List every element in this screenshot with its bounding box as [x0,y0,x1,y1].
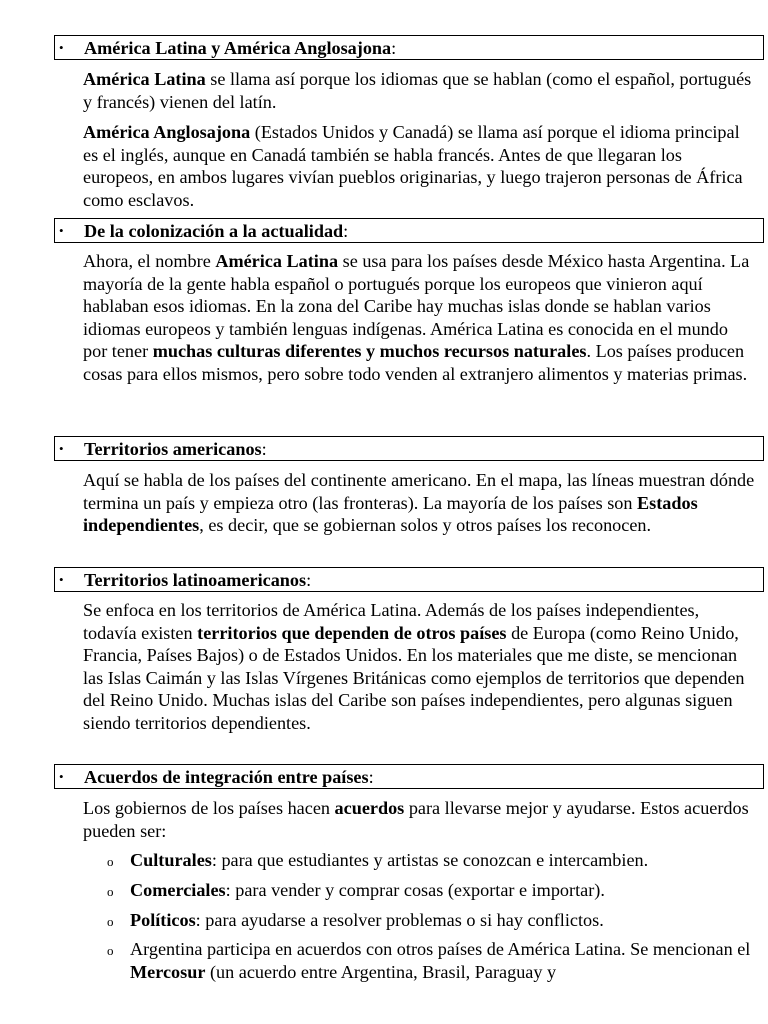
bullet-icon: • [59,223,64,238]
list-item: Culturales: para que estudiantes y artistas se conozcan e intercambien. [130,850,649,870]
sub-bullet-icon: o [107,943,114,958]
section-heading: • Acuerdos de integración entre países: [54,764,764,789]
section-heading: • Territorios latinoamericanos: [54,567,764,592]
paragraph: Se enfoca en los territorios de América Latina. Además de los países independientes, todavía existen territorios que dependen de otros países de Europa (como Reino Unido, Francia, Países Bajos) o de Estados Unidos. En los materiales que me diste, se mencionan las Islas Caimán y las Islas Vírgenes Británicas como ejemplos de territorios que dependen del Reino Unido. Muchas islas del Caribe son países independientes, pero algunas siguen siendo territorios dependientes. [83,600,745,733]
heading-text: Territorios americanos [84,439,262,459]
paragraph: América Anglosajona (Estados Unidos y Canadá) se llama así porque el idioma principal es el inglés, aunque en Canadá también se habla francés. Antes de que llegaran los europeos, en ambos lugares vivían pueblos originarias, y luego trajeron personas de África como esclavos. [83,122,743,210]
section-heading: • América Latina y América Anglosajona: [54,35,764,60]
heading-text: De la colonización a la actualidad [84,221,344,241]
paragraph: Los gobiernos de los países hacen acuerdos para llevarse mejor y ayudarse. Estos acuerdos pueden ser: [83,798,749,841]
bullet-icon: • [59,441,64,456]
bullet-icon: • [59,572,64,587]
list-item: Políticos: para ayudarse a resolver problemas o si hay conflictos. [130,910,604,930]
heading-text: Territorios latinoamericanos [84,570,307,590]
paragraph: Ahora, el nombre América Latina se usa para los países desde México hasta Argentina. La mayoría de la gente habla español o portugués porque los europeos que vinieron aquí hablaban esos idiomas. En la zona del Caribe hay muchas islas donde se hablan varios idiomas europeos y también lenguas indígenas. América Latina es conocida en el mundo por tener muchas culturas diferentes y muchos recursos naturales. Los países producen cosas para ellos mismos, pero sobre todo venden al extranjero alimentos y materias primas. [83,251,750,384]
heading-text: América Latina y América Anglosajona [84,38,392,58]
bullet-icon: • [59,40,64,55]
sub-bullet-icon: o [107,884,114,899]
list-item: Argentina participa en acuerdos con otros países de América Latina. Se mencionan el Mercosur (un acuerdo entre Argentina, Brasil, Paraguay y [130,939,751,982]
section-heading: • Territorios americanos: [54,436,764,461]
sub-bullet-icon: o [107,914,114,929]
heading-text: Acuerdos de integración entre países [84,767,369,787]
section-heading: • De la colonización a la actualidad: [54,218,764,243]
list-item: Comerciales: para vender y comprar cosas (exportar e importar). [130,880,605,900]
bullet-icon: • [59,769,64,784]
paragraph: América Latina se llama así porque los idiomas que se hablan (como el español, portugués y francés) vienen del latín. [83,69,752,112]
paragraph: Aquí se habla de los países del continente americano. En el mapa, las líneas muestran dónde termina un país y empieza otro (las fronteras). La mayoría de los países son Estados independientes, es decir, que se gobiernan solos y otros países los reconocen. [83,470,755,535]
sub-bullet-icon: o [107,854,114,869]
